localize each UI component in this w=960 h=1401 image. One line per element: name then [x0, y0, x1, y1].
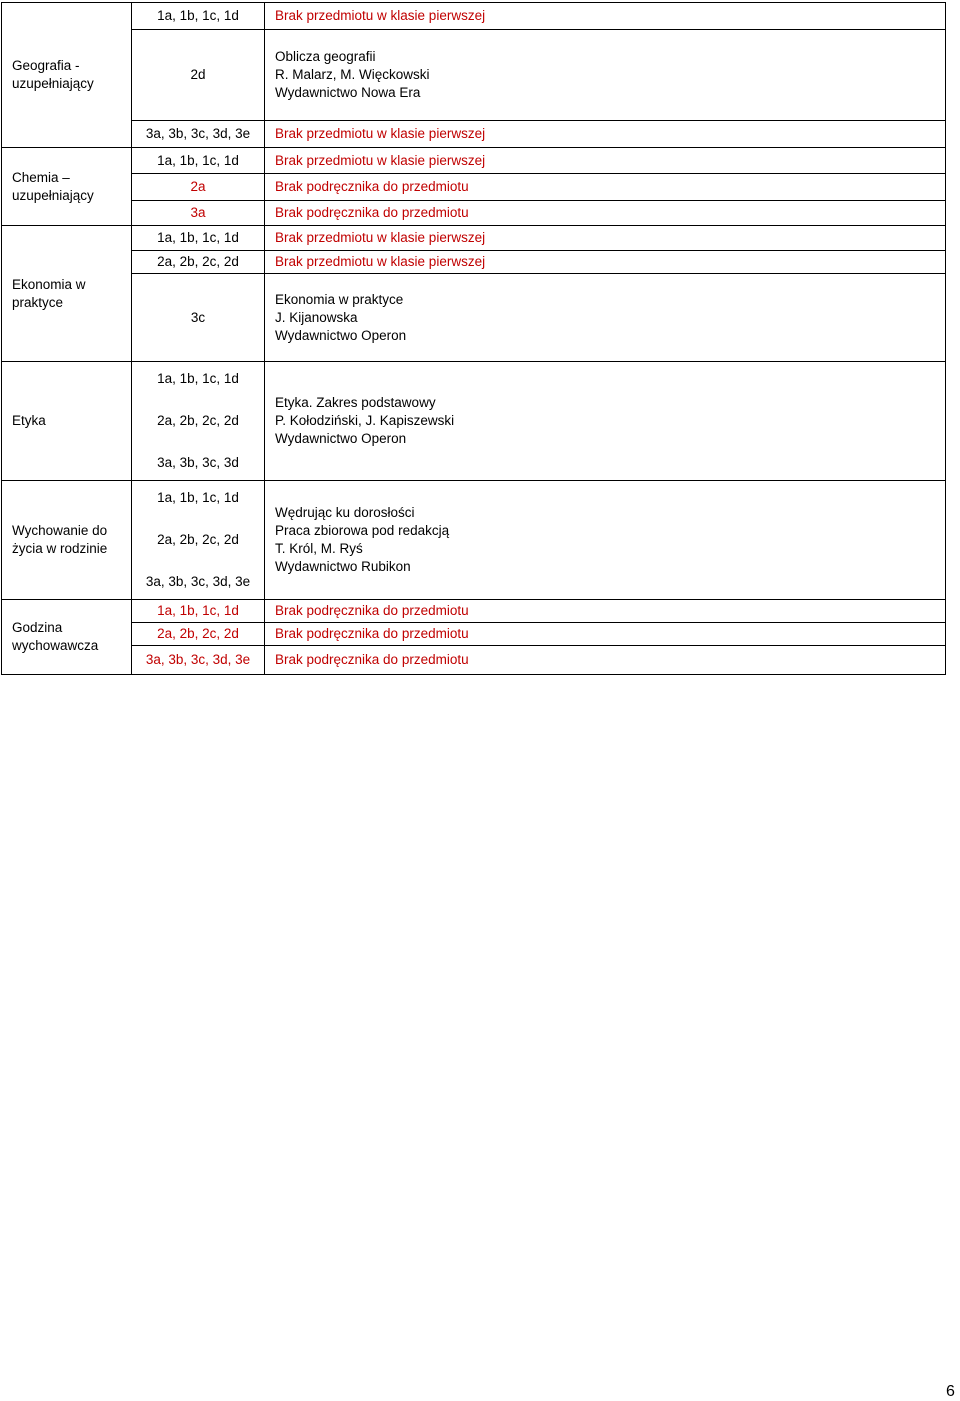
- class-group: 2a, 2b, 2c, 2d: [157, 532, 239, 547]
- book-authors: J. Kijanowska: [275, 309, 358, 325]
- book-cell: [265, 623, 946, 646]
- book-cell: [265, 226, 946, 251]
- table-row: [2, 251, 946, 274]
- book-cell: [265, 30, 946, 121]
- book-cell: [265, 481, 946, 600]
- book-line: Brak podręcznika do przedmiotu: [275, 652, 469, 667]
- subject-label: Godzina wychowawcza: [12, 620, 99, 653]
- class-cell: 1a, 1b, 1c, 1d: [132, 600, 265, 623]
- class-group: 3a, 3b, 3c, 3d, 3e: [145, 574, 251, 589]
- class-cell: 2a, 2b, 2c, 2d: [132, 623, 265, 646]
- subject-cell: [2, 3, 132, 148]
- book-cell: [265, 174, 946, 201]
- book-publisher: Wydawnictwo Operon: [275, 327, 407, 343]
- class-cell: 2a, 2b, 2c, 2d: [132, 251, 265, 274]
- class-group: 1a, 1b, 1c, 1d: [157, 490, 239, 505]
- table-row: [2, 274, 946, 362]
- book-publisher: Wydawnictwo Operon: [275, 431, 407, 446]
- book-cell: [265, 251, 946, 274]
- class-cell: [132, 362, 265, 481]
- book-publisher: Wydawnictwo Rubikon: [275, 559, 411, 574]
- book-line: Brak podręcznika do przedmiotu: [275, 205, 469, 220]
- table-row: [2, 174, 946, 201]
- table-row: [2, 148, 946, 174]
- book-publisher: Wydawnictwo Nowa Era: [275, 85, 421, 100]
- class-cell: 3a, 3b, 3c, 3d, 3e: [132, 121, 265, 148]
- table-row: [2, 3, 946, 30]
- book-cell: [265, 148, 946, 174]
- subject-label: Geografia - uzupełniający: [12, 58, 94, 91]
- subject-label: Wychowanie do życia w rodzinie: [12, 523, 108, 556]
- textbook-table: [1, 2, 946, 675]
- book-title: Etyka. Zakres podstawowy: [275, 395, 436, 410]
- subject-cell: [2, 600, 132, 675]
- class-cell: 1a, 1b, 1c, 1d: [132, 3, 265, 30]
- class-cell: 3c: [132, 274, 265, 362]
- table-row: [2, 121, 946, 148]
- subject-cell: [2, 362, 132, 481]
- subject-label: Etyka: [12, 413, 46, 428]
- book-line: Brak przedmiotu w klasie pierwszej: [275, 126, 486, 141]
- table-row: [2, 226, 946, 251]
- book-line: Brak podręcznika do przedmiotu: [275, 603, 469, 618]
- book-line: Brak przedmiotu w klasie pierwszej: [275, 152, 486, 168]
- book-cell: [265, 362, 946, 481]
- class-group: 3a, 3b, 3c, 3d: [157, 455, 239, 470]
- subject-label: Ekonomia w praktyce: [12, 276, 86, 310]
- book-title: Wędrując ku dorosłości: [275, 505, 415, 520]
- book-cell: [265, 646, 946, 675]
- book-cell: [265, 3, 946, 30]
- class-cell: 1a, 1b, 1c, 1d: [132, 148, 265, 174]
- page-number: 6: [946, 1383, 955, 1400]
- class-cell: 2d: [132, 30, 265, 121]
- class-group: 1a, 1b, 1c, 1d: [157, 371, 239, 386]
- subject-cell: [2, 148, 132, 226]
- book-line: Brak przedmiotu w klasie pierwszej: [275, 254, 486, 269]
- book-cell: [265, 274, 946, 362]
- class-cell: 3a: [132, 201, 265, 226]
- table-row: [2, 362, 946, 481]
- class-group: 2a, 2b, 2c, 2d: [157, 413, 239, 428]
- table-row: [2, 600, 946, 623]
- book-line: Brak przedmiotu w klasie pierwszej: [275, 8, 486, 23]
- table-row: [2, 481, 946, 600]
- class-cell: 2a: [132, 174, 265, 201]
- class-cell: [132, 481, 265, 600]
- book-authors: P. Kołodziński, J. Kapiszewski: [275, 413, 455, 428]
- book-line: Brak przedmiotu w klasie pierwszej: [275, 230, 486, 245]
- book-note: Praca zbiorowa pod redakcją: [275, 523, 450, 538]
- subject-label: Chemia – uzupełniający: [12, 169, 94, 203]
- book-title: Oblicza geografii: [275, 49, 376, 64]
- table-row: [2, 623, 946, 646]
- table-row: [2, 646, 946, 675]
- book-line: Brak podręcznika do przedmiotu: [275, 179, 469, 194]
- class-cell: 1a, 1b, 1c, 1d: [132, 226, 265, 251]
- subject-cell: [2, 481, 132, 600]
- book-authors: R. Malarz, M. Więckowski: [275, 67, 430, 82]
- subject-cell: [2, 226, 132, 362]
- book-cell: [265, 121, 946, 148]
- book-cell: [265, 600, 946, 623]
- table-row: [2, 30, 946, 121]
- book-authors: T. Król, M. Ryś: [275, 541, 363, 556]
- book-cell: [265, 201, 946, 226]
- book-line: Brak podręcznika do przedmiotu: [275, 626, 469, 641]
- class-cell: 3a, 3b, 3c, 3d, 3e: [132, 646, 265, 675]
- book-title: Ekonomia w praktyce: [275, 291, 404, 307]
- table-row: [2, 201, 946, 226]
